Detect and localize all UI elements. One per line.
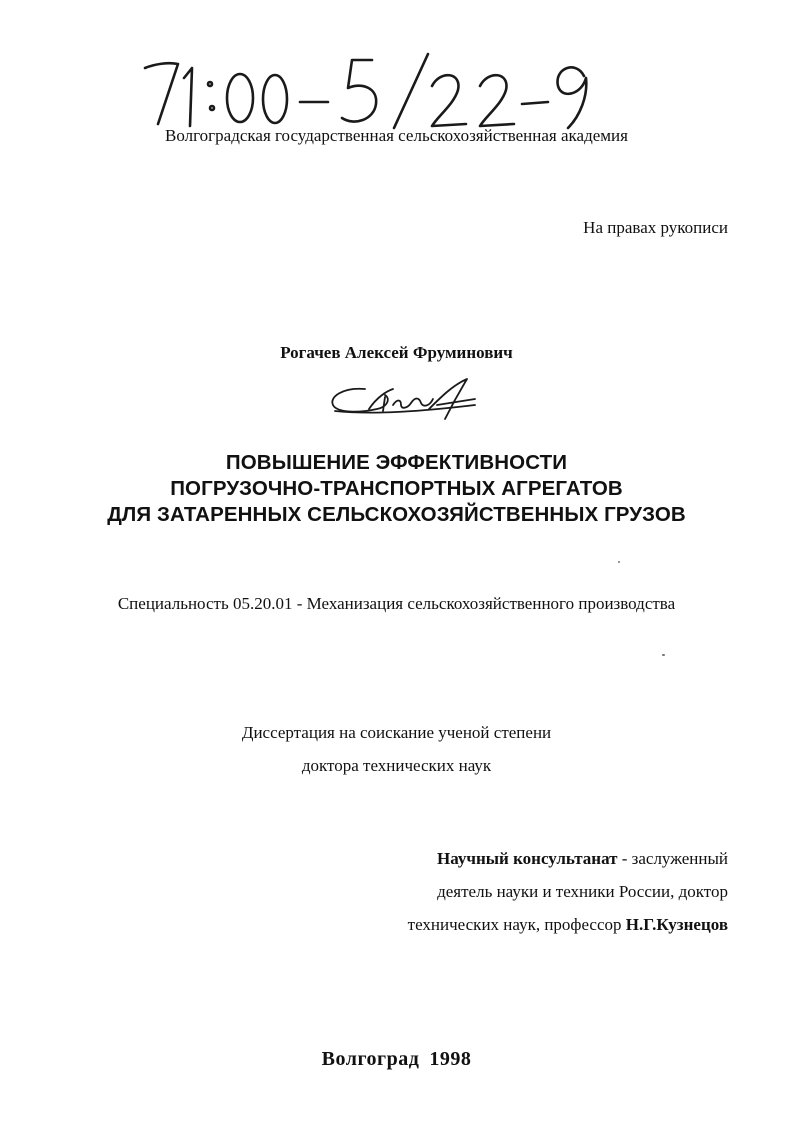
degree-line-1: Диссертация на соискание ученой степени [241, 723, 552, 742]
institution-name: Волгоградская государственная сельскохозяйственная академия [165, 126, 628, 145]
title-line-3: ДЛЯ ЗАТАРЕННЫХ СЕЛЬСКОХОЗЯЙСТВЕННЫХ ГРУЗОВ [107, 503, 686, 526]
author-name: Рогачев Алексей Фруминович [280, 343, 513, 362]
handwritten-catalog-number [140, 46, 600, 132]
title-line-2: ПОГРУЗОЧНО-ТРАНСПОРТНЫХ АГРЕГАТОВ [170, 477, 623, 500]
rights-note: На правах рукописи [583, 218, 728, 237]
specialty: Специальность 05.20.01 - Механизация сельскохозяйственного производства [117, 594, 676, 613]
scan-speck [618, 561, 620, 563]
dissertation-degree [0, 716, 793, 782]
consultant-line-3-prefix: технических наук, профессор [407, 915, 626, 934]
consultant-line-3 [408, 908, 728, 941]
consultant-name: Н.Г.Кузнецов [625, 915, 728, 934]
consultant-label: Научный консультанат [437, 849, 618, 868]
degree-line-2: доктора технических наук [301, 756, 492, 775]
title-line-1: ПОВЫШЕНИЕ ЭФФЕКТИВНОСТИ [225, 451, 568, 474]
signature-drawing [325, 375, 485, 425]
dissertation-title [0, 450, 793, 528]
city: Волгоград [321, 1048, 420, 1070]
handwritten-catalog-number-drawing [140, 46, 600, 132]
consultant-line-2: деятель науки и техники России, доктор [437, 882, 728, 901]
scientific-consultant [408, 842, 728, 941]
author-signature [325, 375, 485, 425]
year: 1998 [429, 1048, 472, 1070]
city-year [0, 1048, 793, 1071]
scan-speck [662, 654, 665, 656]
consultant-line-1 [408, 842, 728, 875]
consultant-line-1-rest: - заслуженный [617, 849, 728, 868]
